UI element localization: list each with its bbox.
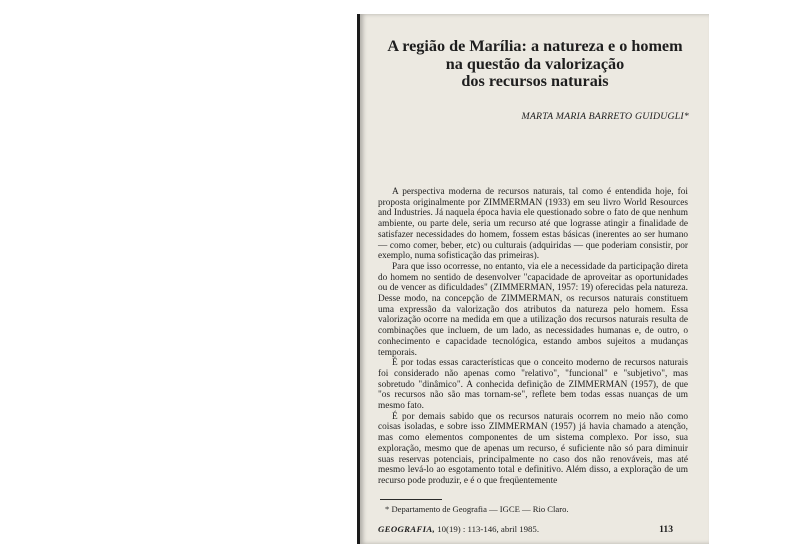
footnote-divider xyxy=(380,499,442,500)
title-line-3: dos recursos naturais xyxy=(461,72,609,90)
paragraph-2: Para que isso ocorresse, no entanto, via ele a necessidade da participação direta do homem no sentido de desenvolver "capacidade de aproveitar as oportunidades ou de vencer as dificuldades" (ZIMMERMAN, 1957: 19) oferecidas pela natureza. Desse modo, na concepção de ZIMMERMAN, os recursos naturais constituem uma expressão da valorização dos atributos da natureza pelo homem. Essa valorização ocorre na medida em que a utilização dos recursos naturais resulta de combinações que incluem, de um lado, as necessidades humanas e, de outro, o conhecimento e capacidade tecnológica, estando ambos sujeitos a mudanças temporais. xyxy=(378,261,688,358)
journal-citation xyxy=(378,524,539,534)
title-line-1: A região de Marília: a natureza e o homem xyxy=(387,37,683,55)
paragraph-4: É por demais sabido que os recursos naturais ocorrem no meio não como coisas isoladas, e sobre isso ZIMMERMAN (1957) já havia chamado a atenção, mas como elementos componentes de um sistema complexo. Por isso, sua exploração, mesmo que de apenas um recurso, é suficiente não só para diminuir suas reservas potenciais, principalmente no caso dos não renováveis, mas até mesmo levá-lo ao esgotamento total e definitivo. Além disso, a exploração de um recurso pode produzir, e é o que freqüentemente xyxy=(378,411,688,486)
article-title xyxy=(372,38,698,91)
document-page xyxy=(360,14,709,544)
paragraph-1: A perspectiva moderna de recursos naturais, tal como é entendida hoje, foi proposta originalmente por ZIMMERMAN (1933) em seu livro World Resources and Industries. Já naquela época havia ele questionado sobre o fato de que nenhum ambiente, ou parte dele, seria um recurso até que lograsse atingir a finalidade de satisfazer necessidades do homem, fossem estas básicas (inerentes ao ser humano — como comer, beber, etc) ou culturais (adquiridas — que poderiam consistir, por exemplo, numa sofisticação das primeiras). xyxy=(378,187,688,262)
title-line-2: na questão da valorização xyxy=(445,54,625,73)
paragraph-3: É por todas essas características que o conceito moderno de recursos naturais foi considerado não apenas como "relativo", "funcional" e "subjetivo", mas sobretudo "dinâmico". A conhecida definição de ZIMMERMAN (1957), de que "os recursos não são mas tornam-se", reflete bem todas essas nuanças de um mesmo fato. xyxy=(378,358,688,412)
footnote: * Departamento de Geografia — IGCE — Rio Claro. xyxy=(385,504,569,514)
author-name: MARTA MARIA BARRETO GUIDUGLI* xyxy=(521,111,689,122)
journal-volume: 10(19) : 113-146, abril 1985. xyxy=(437,524,540,534)
page-number: 113 xyxy=(659,524,673,535)
journal-name: GEOGRAFIA, xyxy=(378,524,436,534)
article-body xyxy=(378,187,688,487)
